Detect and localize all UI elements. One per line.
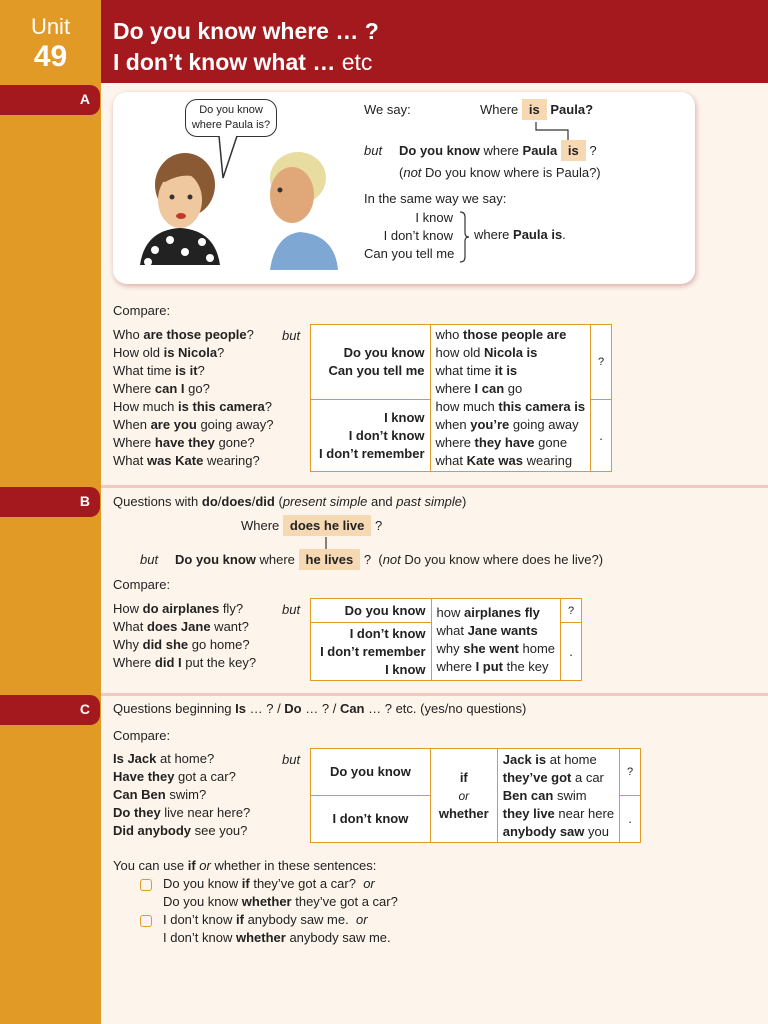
table-cell: . — [591, 400, 612, 472]
section-divider — [101, 693, 768, 696]
bullet-box-icon — [140, 879, 152, 891]
section-letter: C — [79, 701, 90, 717]
word: where — [474, 227, 514, 242]
list-item: How much is this camera? — [113, 399, 272, 414]
word: Paula? — [550, 102, 594, 117]
section-tab-c — [0, 695, 100, 725]
man-face — [270, 167, 314, 223]
word: where — [479, 143, 523, 158]
but-label: but — [140, 552, 159, 567]
word: Paula is — [513, 227, 563, 242]
not-example — [399, 165, 601, 180]
section-letter: A — [79, 91, 90, 107]
example-do-you-know-b: Do you know where he lives ? (not Do you know where does he live?) — [175, 552, 603, 567]
example-where-b: Where does he live ? — [241, 518, 382, 533]
list-item: Where did I put the key? — [113, 655, 257, 670]
title-bold: I don’t know what … — [113, 49, 336, 75]
brace — [458, 211, 472, 263]
unit-number: 49 — [33, 40, 68, 73]
speech-bubble — [185, 99, 277, 137]
list-item: Do they live near here? — [113, 805, 251, 820]
table-cell: ? — [591, 325, 612, 400]
word: Paula — [522, 143, 558, 158]
highlight-is: is — [522, 99, 547, 120]
word: ? — [589, 143, 597, 158]
compare-label: Compare: — [113, 728, 171, 743]
list-item: Who are those people? — [113, 327, 254, 342]
bubble-tail — [215, 134, 245, 184]
page-title-line2 — [113, 49, 372, 76]
word: . — [562, 227, 566, 242]
list-item: Where have they gone? — [113, 435, 255, 450]
table-cell: I know I don’t know I don’t remember — [311, 400, 431, 472]
question-list-a — [113, 326, 273, 470]
where-paula-is — [474, 227, 566, 242]
list-item: Is Jack at home? — [113, 751, 215, 766]
example-where — [480, 102, 593, 117]
list-item: Did anybody see you? — [113, 823, 248, 838]
table-cell: Do you know Can you tell me — [311, 325, 431, 400]
list-item: What does Jane want? — [113, 619, 249, 634]
section-tab-a — [0, 85, 100, 115]
list-item: Why did she go home? — [113, 637, 250, 652]
highlight-phrase: does he live — [283, 515, 371, 536]
but-label: but — [364, 143, 383, 158]
page-title-line1: Do you know where … ? — [113, 18, 379, 44]
example-line: Do you know if they’ve got a car? or — [163, 876, 375, 891]
compare-table-c — [310, 748, 641, 843]
phrase: Can you tell me — [364, 246, 455, 261]
phrase: I don’t know — [383, 228, 453, 243]
not-word: not — [403, 165, 422, 180]
but-label: but — [282, 752, 301, 767]
question-list-c — [113, 750, 250, 840]
title-rest: etc — [335, 49, 373, 75]
list-item: What was Kate wearing? — [113, 453, 260, 468]
unit-label: Unit — [30, 14, 71, 39]
not-rest: Do you know where is Paula?) — [421, 165, 601, 180]
paren: ( — [399, 165, 404, 180]
highlight-is: is — [561, 140, 586, 161]
section-c-intro: Questions beginning Is … ? / Do … ? / Can … ? etc. (yes/no questions) — [113, 701, 527, 716]
list-item: Where can I go? — [113, 381, 210, 396]
question-list-b — [113, 600, 256, 672]
compare-table-a — [310, 324, 612, 472]
table-cell: . — [561, 623, 582, 681]
bubble-line: Do you know — [199, 104, 263, 116]
example-line: I don’t know if anybody saw me. or — [163, 912, 368, 927]
list-item: What time is it? — [113, 363, 205, 378]
example-line: I don’t know whether anybody saw me. — [163, 930, 391, 945]
table-cell: I don’t know — [311, 796, 431, 843]
compare-table-b — [310, 598, 582, 681]
but-label: but — [282, 602, 301, 617]
table-cell: if or whether — [430, 749, 497, 843]
table-cell: Do you know — [311, 749, 431, 796]
same-way-label: In the same way we say: — [364, 191, 507, 206]
list-item: How old is Nicola? — [113, 345, 225, 360]
phrase: I know — [415, 210, 453, 225]
we-say-label: We say: — [364, 102, 411, 117]
highlight-phrase: he lives — [299, 549, 361, 570]
table-cell: ? — [561, 599, 582, 623]
bubble-line: where Paula is? — [191, 119, 271, 131]
bullet-box-icon — [140, 915, 152, 927]
list-item: Can Ben swim? — [113, 787, 207, 802]
phrase-list — [364, 209, 453, 263]
list-item: When are you going away? — [113, 417, 274, 432]
table-cell: how airplanes fly what Jane wants why she went home where I put the key — [431, 599, 561, 681]
section-divider — [101, 485, 768, 488]
section-letter: B — [79, 493, 90, 509]
unit-badge — [0, 0, 101, 83]
compare-label: Compare: — [113, 577, 171, 592]
list-item: Have they got a car? — [113, 769, 236, 784]
but-label: but — [282, 328, 301, 343]
example-do-you-know — [399, 143, 597, 158]
table-cell: . — [620, 796, 641, 843]
list-item: How do airplanes fly? — [113, 601, 244, 616]
example-line: Do you know whether they’ve got a car? — [163, 894, 398, 909]
table-cell: ? — [620, 749, 641, 796]
table-cell: who those people are how old Nicola is what time it is where I can go how much this camera is when you’re going away where they have gone what Kate was wearing — [430, 325, 591, 472]
use-if-whether-note: You can use if or whether in these sentences: — [113, 858, 377, 873]
man-shirt — [270, 232, 338, 270]
section-tab-b — [0, 487, 100, 517]
word: Do you know — [399, 143, 480, 158]
table-cell: I don’t know I don’t remember I know — [311, 623, 432, 681]
word: Where — [480, 102, 519, 117]
section-b-intro: Questions with do/does/did (present simple and past simple) — [113, 494, 467, 509]
compare-label: Compare: — [113, 303, 171, 318]
table-cell: Do you know — [311, 599, 432, 623]
table-cell: Jack is at home they’ve got a car Ben can swim they live near here anybody saw you — [497, 749, 619, 843]
